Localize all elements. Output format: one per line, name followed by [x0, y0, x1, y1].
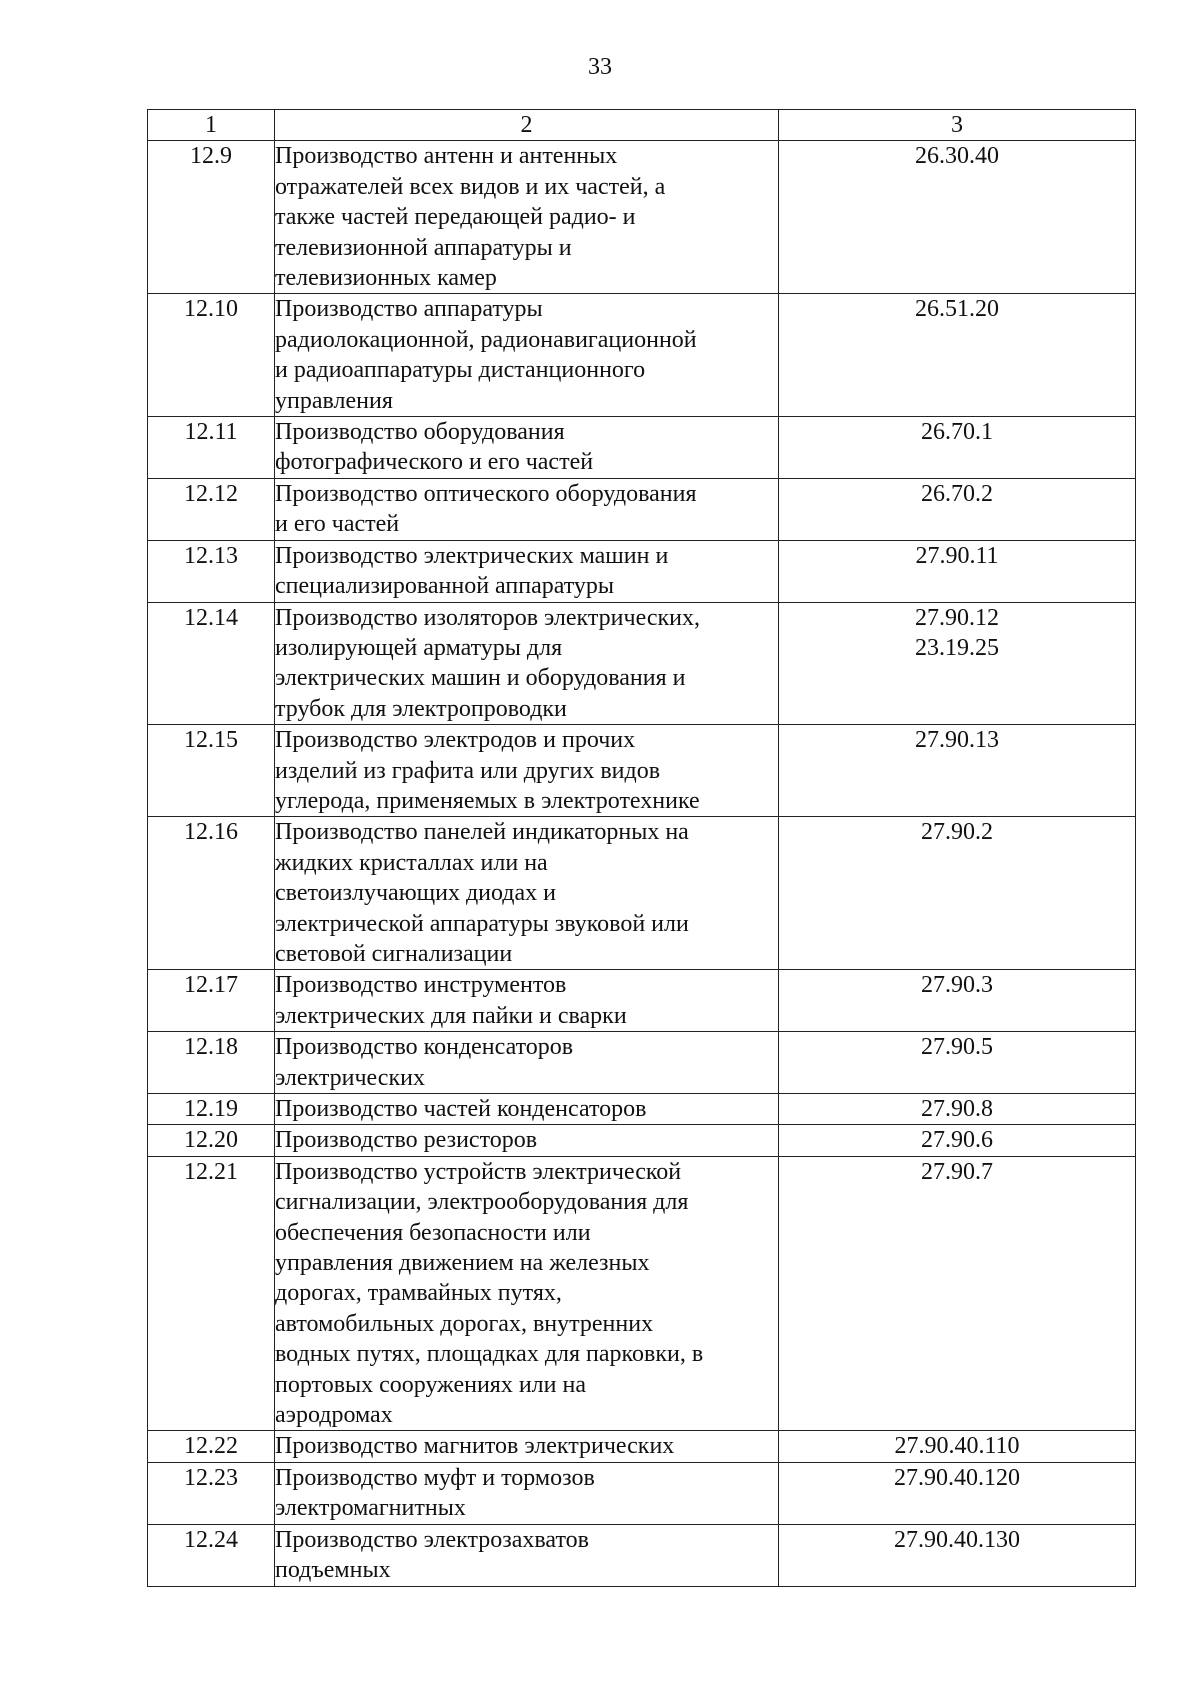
activity-name-line: трубок для электропроводки	[275, 695, 567, 722]
row-number: 12.22	[148, 1431, 275, 1462]
row-number: 12.23	[148, 1462, 275, 1524]
okved-code	[779, 540, 1136, 602]
okved-code	[779, 294, 1136, 417]
activity-name-line: аэродромах	[275, 1402, 393, 1429]
table-row	[148, 1462, 1136, 1524]
activity-name-line: подъемных	[275, 1557, 391, 1584]
okved-code	[779, 1431, 1136, 1462]
table-row	[148, 725, 1136, 817]
activity-name-line: Производство конденсаторов	[275, 1034, 574, 1061]
activity-name	[275, 817, 779, 970]
activity-name-line: специализированной аппаратуры	[275, 573, 615, 600]
activity-name	[275, 1431, 779, 1462]
table-row	[148, 817, 1136, 970]
table-row	[148, 970, 1136, 1032]
activity-name	[275, 294, 779, 417]
table-row	[148, 1094, 1136, 1125]
okved-code-line: 27.90.40.110	[894, 1433, 1020, 1460]
activity-name-line: электрических	[275, 1064, 425, 1091]
activity-name-line: водных путях, площадках для парковки, в	[275, 1341, 704, 1368]
row-number: 12.17	[148, 970, 275, 1032]
activity-name-line: фотографического и его частей	[275, 449, 594, 476]
activity-name-line: обеспечения безопасности или	[275, 1219, 591, 1246]
okved-code-line: 27.90.5	[921, 1034, 993, 1061]
activity-name	[275, 1524, 779, 1586]
okved-code-line: 26.51.20	[915, 296, 999, 323]
activity-name	[275, 1125, 779, 1156]
activity-name-line: телевизионных камер	[275, 265, 497, 292]
activity-name-line: отражателей всех видов и их частей, а	[275, 173, 666, 200]
activity-name-line: Производство оптического оборудования	[275, 480, 697, 507]
activity-name-line: Производство электрозахватов	[275, 1526, 589, 1553]
activity-name-line: светоизлучающих диодах и	[275, 880, 557, 907]
activity-name-line: Производство оборудования	[275, 419, 565, 446]
row-number: 12.14	[148, 602, 275, 725]
activity-name-line: и радиоаппаратуры дистанционного	[275, 357, 646, 384]
okved-code-line: 27.90.11	[915, 542, 999, 569]
okved-code	[779, 970, 1136, 1032]
activity-name-line: Производство изоляторов электрических,	[275, 604, 700, 631]
okved-code-line: 27.90.6	[921, 1127, 993, 1154]
okved-code	[779, 141, 1136, 294]
row-number: 12.12	[148, 478, 275, 540]
activity-name-line: автомобильных дорогах, внутренних	[275, 1310, 654, 1337]
activity-name-line: изолирующей арматуры для	[275, 634, 563, 661]
activity-name	[275, 417, 779, 479]
row-number: 12.15	[148, 725, 275, 817]
table-row	[148, 1431, 1136, 1462]
activity-name-line: также частей передающей радио- и	[275, 204, 636, 231]
activity-name	[275, 725, 779, 817]
row-number: 12.13	[148, 540, 275, 602]
okved-code-line: 27.90.7	[921, 1158, 993, 1185]
okved-code-line: 26.70.2	[921, 480, 993, 507]
row-number: 12.18	[148, 1032, 275, 1094]
activity-name-line: портовых сооружениях или на	[275, 1371, 586, 1398]
okved-code-line: 27.90.2	[921, 819, 993, 846]
activity-name-line: Производство электродов и прочих	[275, 727, 636, 754]
activity-name	[275, 1156, 779, 1431]
activity-name-line: Производство резисторов	[275, 1127, 538, 1154]
activity-name-line: Производство аппаратуры	[275, 296, 543, 323]
activity-name	[275, 970, 779, 1032]
activity-name-line: изделий из графита или других видов	[275, 757, 661, 784]
okved-code-line: 23.19.25	[915, 634, 999, 661]
activity-name-line: световой сигнализации	[275, 940, 513, 967]
row-number: 12.11	[148, 417, 275, 479]
activity-name	[275, 602, 779, 725]
activity-name	[275, 141, 779, 294]
table-row	[148, 294, 1136, 417]
okved-code	[779, 602, 1136, 725]
table-row	[148, 478, 1136, 540]
okved-code-line: 27.90.12	[915, 604, 999, 631]
okved-code-line: 26.30.40	[915, 143, 999, 170]
activity-name-line: углерода, применяемых в электротехнике	[275, 787, 700, 814]
activity-name-line: Производство инструментов	[275, 972, 567, 999]
activity-name-line: Производство антенн и антенных	[275, 143, 618, 170]
okved-code	[779, 1462, 1136, 1524]
activity-name-line: телевизионной аппаратуры и	[275, 234, 572, 261]
table-row	[148, 1032, 1136, 1094]
okved-code-line: 27.90.3	[921, 972, 993, 999]
activity-name	[275, 1032, 779, 1094]
table-row	[148, 141, 1136, 294]
activity-name-line: жидких кристаллах или на	[275, 849, 548, 876]
table-row	[148, 417, 1136, 479]
row-number: 12.16	[148, 817, 275, 970]
activity-name-line: Производство устройств электрической	[275, 1158, 682, 1185]
activity-name-line: Производство магнитов электрических	[275, 1433, 675, 1460]
okved-code	[779, 1094, 1136, 1125]
activity-name-line: электромагнитных	[275, 1495, 466, 1522]
okved-code	[779, 478, 1136, 540]
activity-name-line: Производство частей конденсаторов	[275, 1096, 647, 1122]
activity-name-line: и его частей	[275, 511, 400, 538]
activity-name-line: Производство панелей индикаторных на	[275, 819, 689, 846]
okved-code	[779, 417, 1136, 479]
activity-name-line: радиолокационной, радионавигационной	[275, 326, 697, 353]
row-number: 12.10	[148, 294, 275, 417]
activity-name-line: дорогах, трамвайных путях,	[275, 1280, 562, 1307]
activity-name-line: электрических машин и оборудования и	[275, 665, 686, 692]
okved-code-line: 27.90.40.120	[894, 1464, 1020, 1491]
okved-code	[779, 1156, 1136, 1431]
column-header-1: 1	[148, 110, 275, 141]
table-header-row	[148, 110, 1136, 141]
activity-name-line: электрической аппаратуры звуковой или	[275, 910, 689, 937]
okved-code	[779, 1125, 1136, 1156]
activity-name-line: Производство муфт и тормозов	[275, 1464, 595, 1491]
okved-code-line: 27.90.13	[915, 727, 999, 754]
okved-code-line: 27.90.40.130	[894, 1526, 1020, 1553]
table-row	[148, 1125, 1136, 1156]
table-row	[148, 540, 1136, 602]
column-header-3: 3	[779, 110, 1136, 141]
activity-name	[275, 540, 779, 602]
activity-name-line: электрических для пайки и сварки	[275, 1002, 627, 1029]
activity-name-line: управления движением на железных	[275, 1250, 650, 1277]
row-number: 12.20	[148, 1125, 275, 1156]
okved-code-line: 26.70.1	[921, 419, 993, 446]
okved-code	[779, 1032, 1136, 1094]
table-body	[148, 141, 1136, 1586]
okved-code-line: 27.90.8	[921, 1096, 993, 1122]
okved-code	[779, 1524, 1136, 1586]
column-header-2: 2	[275, 110, 779, 141]
activity-name-line: Производство электрических машин и	[275, 542, 669, 569]
row-number: 12.24	[148, 1524, 275, 1586]
activity-name	[275, 478, 779, 540]
row-number: 12.19	[148, 1094, 275, 1125]
activity-table	[147, 109, 1136, 1587]
okved-code	[779, 817, 1136, 970]
table-row	[148, 1524, 1136, 1586]
table-row	[148, 1156, 1136, 1431]
activity-name	[275, 1094, 779, 1125]
activity-name	[275, 1462, 779, 1524]
table-row	[148, 602, 1136, 725]
row-number: 12.21	[148, 1156, 275, 1431]
activity-name-line: управления	[275, 387, 393, 414]
page-number: 33	[588, 54, 612, 80]
activity-name-line: сигнализации, электрооборудования для	[275, 1189, 689, 1216]
row-number: 12.9	[148, 141, 275, 294]
okved-code	[779, 725, 1136, 817]
